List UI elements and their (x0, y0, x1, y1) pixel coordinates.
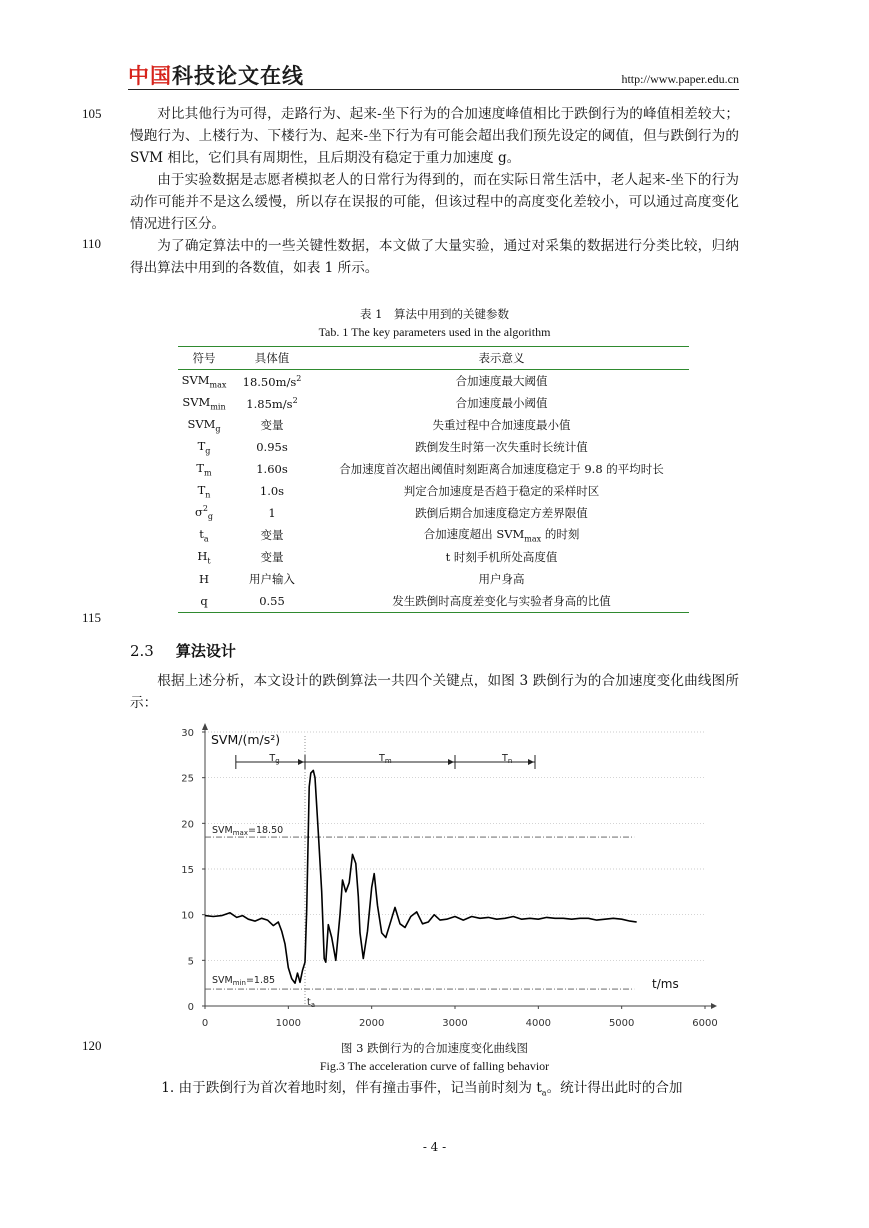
value-cell (230, 524, 314, 546)
list-item-text: 1. 由于跌倒行为首次着地时刻，伴有撞击事件，记当前时刻为 t (161, 1080, 542, 1096)
meaning-text: 判定合加速度是否趋于稳定的采样时区 (403, 484, 600, 498)
svm-max-label: $SVM_{max}=18.50$ (212, 825, 284, 838)
parameter-table (178, 346, 689, 613)
table-header-cell: 具体值 (254, 351, 290, 365)
table-row (178, 370, 689, 393)
x-tick-label: 2000 (358, 1018, 385, 1029)
table-row (178, 546, 689, 568)
list-item-sub: a (541, 1088, 547, 1098)
symbol-cell (178, 392, 230, 414)
logo-black-part: 科技论文在线 (172, 64, 304, 88)
symbol-text: SVM (181, 372, 210, 387)
value-cell (230, 502, 314, 524)
paragraph: 为了确定算法中的一些关键性数据，本文做了大量实验，通过对采集的数据进行分类比较，归纳得出算法中用到的各数值，如表 1 所示。 (130, 238, 739, 276)
line-number: 105 (82, 106, 102, 121)
symbol-text: T (197, 438, 206, 453)
value-cell (230, 590, 314, 613)
svm-series-line (205, 770, 637, 983)
meaning-cell (314, 480, 689, 502)
meaning-text: 合加速度最大阈值 (455, 374, 548, 388)
header-rule (128, 89, 739, 90)
value-superscript: 2 (296, 373, 302, 383)
list-item-1 (130, 1077, 739, 1105)
symbol-text: σ (194, 505, 203, 520)
body-text-block (130, 103, 739, 279)
meaning-subscript: max (524, 534, 542, 544)
meaning-cell (314, 546, 689, 568)
meaning-text: 合加速度首次超出阈值时刻距离合加速度稳定于 9.8 的平均时长 (339, 462, 664, 476)
value-text: 18.50m/s (242, 374, 297, 389)
value-text: 变量 (260, 550, 284, 564)
page-number: - 4 - (422, 1140, 447, 1154)
symbol-subscript: max (209, 380, 227, 390)
symbol-cell (178, 590, 230, 613)
table-caption-cn: 表 1 算法中用到的关键参数 (360, 307, 509, 321)
x-tick-label: 3000 (442, 1018, 468, 1029)
section-text-block (130, 670, 739, 714)
table-row (178, 458, 689, 480)
symbol-text: t (199, 526, 204, 541)
table-row (178, 480, 689, 502)
value-text: 1.0s (259, 484, 285, 498)
table-header-cell: 表示意义 (478, 351, 525, 365)
table-row (178, 590, 689, 613)
table-header-cell: 符号 (192, 351, 216, 365)
symbol-cell (178, 546, 230, 568)
symbol-cell (178, 568, 230, 590)
table-row (178, 524, 689, 546)
value-text: 用户输入 (249, 572, 295, 586)
meaning-cell (314, 436, 689, 458)
logo-red-part: 中国 (128, 64, 172, 88)
value-text: 1 (268, 506, 276, 520)
value-text: 1.60s (256, 462, 288, 476)
value-text: 0.95s (256, 440, 288, 454)
symbol-cell (178, 370, 230, 393)
interval-arrow-head (298, 759, 304, 765)
figure-caption-en: Fig.3 The acceleration curve of falling behavior (319, 1059, 550, 1073)
value-text: 1.85m/s (246, 396, 293, 411)
table-header-row (178, 347, 689, 370)
value-text: 变量 (260, 528, 284, 542)
value-cell (230, 436, 314, 458)
section-title: 算法设计 (175, 642, 236, 660)
paragraph: 由于实验数据是志愿者模拟老人的日常行为得到的，而在实际日常生活中，老人起来-坐下的行为动作可能并不是这么缓慢，所以存在误报的可能，但该过程中的高度变化差较小，可以通过高度变化情况进行区分。 (130, 172, 739, 232)
line-number: 120 (82, 1038, 102, 1053)
value-cell (230, 480, 314, 502)
meaning-cell (314, 458, 689, 480)
symbol-subscript: n (205, 490, 211, 500)
meaning-text: 用户身高 (478, 572, 525, 586)
meaning-cell (314, 414, 689, 436)
symbol-subscript: min (210, 402, 226, 412)
y-tick-label: 20 (181, 819, 194, 831)
y-tick-label: 5 (187, 956, 194, 968)
meaning-cell (314, 524, 689, 546)
interval-label: $T_n$ (502, 753, 513, 765)
section-number: 2.3 (130, 642, 154, 660)
symbol-cell (178, 436, 230, 458)
symbol-cell (178, 414, 230, 436)
y-tick-label: 0 (187, 1002, 194, 1013)
symbol-text: SVM (187, 416, 216, 431)
x-tick-label: 6000 (692, 1018, 718, 1029)
meaning-text: 合加速度超出 SVM (423, 527, 525, 542)
svm-min-label: $SVM_{min}=1.85$ (212, 975, 276, 988)
y-tick-label: 25 (181, 773, 194, 785)
value-cell (230, 414, 314, 436)
symbol-text: H (198, 572, 210, 586)
table-caption-en: Tab. 1 The key parameters used in the algorithm (318, 325, 551, 339)
interval-label: $T_g$ (269, 753, 280, 765)
meaning-cell (314, 370, 689, 393)
meaning-cell (314, 502, 689, 524)
meaning-text: 失重过程中合加速度最小值 (432, 418, 571, 432)
value-cell (230, 392, 314, 414)
value-cell (230, 568, 314, 590)
y-tick-label: 30 (181, 728, 194, 739)
meaning-tail: 的时刻 (541, 527, 580, 542)
meaning-cell (314, 590, 689, 613)
value-cell (230, 458, 314, 480)
meaning-text: 发生跌倒时高度差变化与实验者身高的比值 (392, 594, 611, 608)
table-row (178, 502, 689, 524)
symbol-text: H (197, 548, 208, 563)
meaning-text: t 时刻手机所处高度值 (445, 550, 558, 564)
symbol-subscript: a (203, 534, 209, 544)
symbol-cell (178, 524, 230, 546)
value-superscript: 2 (292, 395, 298, 405)
meaning-cell (314, 568, 689, 590)
symbol-subscript: t (207, 556, 211, 566)
x-tick-label: 1000 (275, 1018, 302, 1029)
ta-label: $t_a$ (307, 997, 316, 1009)
value-cell (230, 546, 314, 568)
y-tick-label: 15 (181, 865, 194, 876)
table-row (178, 568, 689, 590)
value-text: 0.55 (259, 594, 285, 608)
symbol-subscript: g (205, 446, 211, 456)
symbol-superscript: 2 (202, 504, 208, 514)
x-tick-label: 4000 (525, 1018, 552, 1029)
meaning-text: 跌倒发生时第一次失重时长统计值 (415, 440, 588, 454)
section-heading (130, 640, 236, 661)
list-item-text-tail: 。统计得出此时的合加 (546, 1080, 683, 1096)
symbol-cell (178, 502, 230, 524)
interval-arrow-head (528, 759, 534, 765)
x-axis-arrow (711, 1003, 717, 1009)
symbol-text: T (196, 460, 205, 475)
table-row (178, 436, 689, 458)
value-text: 变量 (260, 418, 284, 432)
y-tick-label: 10 (181, 910, 194, 922)
interval-label: $T_m$ (379, 753, 392, 765)
symbol-subscript: g (207, 512, 214, 522)
table-row (178, 392, 689, 414)
figure-caption-cn: 图 3 跌倒行为的合加速度变化曲线图 (340, 1041, 529, 1055)
table-row (178, 414, 689, 436)
paragraph: 根据上述分析，本文设计的跌倒算法一共四个关键点，如图 3 跌倒行为的合加速度变化曲线图所示： (130, 673, 739, 711)
symbol-subscript: g (215, 424, 221, 434)
x-tick-label: 0 (201, 1018, 209, 1029)
symbol-text: SVM (182, 394, 211, 409)
meaning-text: 跌倒后期合加速度稳定方差界限值 (415, 506, 588, 520)
symbol-cell (178, 480, 230, 502)
x-axis-label: t/ms (652, 977, 679, 991)
x-tick-label: 5000 (608, 1018, 635, 1029)
symbol-cell (178, 458, 230, 480)
header-url[interactable]: http://www.paper.edu.cn (621, 72, 739, 86)
y-axis-label: SVM/(m/s²) (211, 732, 281, 747)
interval-arrow-head (448, 759, 454, 765)
symbol-subscript: m (204, 468, 212, 478)
line-number: 110 (82, 236, 102, 251)
paragraph: 对比其他行为可得，走路行为、起来-坐下行为的合加速度峰值相比于跌倒行为的峰值相差较大；慢跑行为、上楼行为、下楼行为、起来-坐下行为有可能会超出我们预先设定的阈值，但与跌倒行为的 SVM 相比，它们具有周期性，且后期没有稳定于重力加速度 g。 (130, 106, 739, 166)
value-cell (230, 370, 314, 393)
journal-logo (128, 60, 304, 90)
symbol-text: T (197, 482, 206, 497)
symbol-text: q (200, 594, 208, 608)
meaning-cell (314, 392, 689, 414)
y-axis-arrow (202, 723, 208, 730)
svm-acceleration-chart (168, 720, 728, 1035)
line-number: 115 (82, 610, 102, 625)
meaning-text: 合加速度最小阈值 (455, 396, 548, 410)
